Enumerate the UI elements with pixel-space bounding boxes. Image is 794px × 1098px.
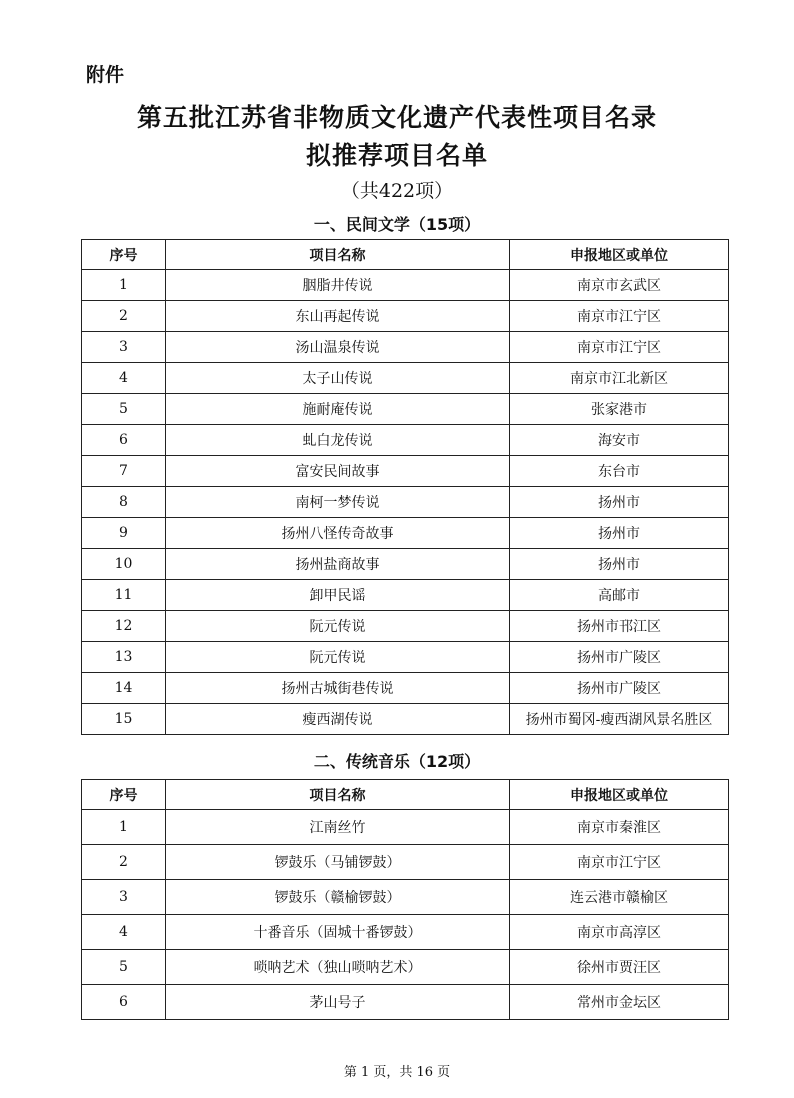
cell-name: 江南丝竹 <box>166 810 510 845</box>
table-row <box>82 642 729 673</box>
table-row <box>82 580 729 611</box>
cell-name: 茅山号子 <box>166 985 510 1020</box>
cell-name: 汤山温泉传说 <box>166 332 510 363</box>
cell-region: 南京市玄武区 <box>510 270 729 301</box>
cell-name: 富安民间故事 <box>166 456 510 487</box>
cell-region: 张家港市 <box>510 394 729 425</box>
cell-region: 常州市金坛区 <box>510 985 729 1020</box>
table-header-row <box>82 780 729 810</box>
table-row <box>82 880 729 915</box>
cell-region: 南京市江宁区 <box>510 332 729 363</box>
table-row <box>82 363 729 394</box>
cell-region: 海安市 <box>510 425 729 456</box>
table-row <box>82 985 729 1020</box>
table-row <box>82 456 729 487</box>
cell-index: 15 <box>82 704 166 735</box>
table-header-row <box>82 240 729 270</box>
cell-region: 徐州市贾汪区 <box>510 950 729 985</box>
cell-region: 南京市高淳区 <box>510 915 729 950</box>
cell-name: 虬白龙传说 <box>166 425 510 456</box>
table-folk-literature <box>81 239 729 735</box>
total-count: （共422项） <box>340 180 454 202</box>
cell-name: 阮元传说 <box>166 611 510 642</box>
section-title-traditional-music: 二、传统音乐（12项） <box>313 752 481 771</box>
document-title: 第五批江苏省非物质文化遗产代表性项目名录 <box>136 103 657 132</box>
cell-region: 连云港市赣榆区 <box>510 880 729 915</box>
cell-region: 扬州市 <box>510 549 729 580</box>
cell-index: 10 <box>82 549 166 580</box>
header-region: 申报地区或单位 <box>510 780 729 810</box>
cell-index: 4 <box>82 363 166 394</box>
cell-index: 2 <box>82 845 166 880</box>
page-footer: 第 1 页，共 16 页 <box>343 1065 451 1080</box>
header-name: 项目名称 <box>166 240 510 270</box>
table-row <box>82 301 729 332</box>
cell-index: 14 <box>82 673 166 704</box>
cell-index: 1 <box>82 270 166 301</box>
cell-index: 12 <box>82 611 166 642</box>
cell-name: 瘦西湖传说 <box>166 704 510 735</box>
cell-region: 南京市江宁区 <box>510 845 729 880</box>
cell-region: 扬州市广陵区 <box>510 673 729 704</box>
cell-index: 3 <box>82 332 166 363</box>
table-row <box>82 270 729 301</box>
cell-index: 5 <box>82 950 166 985</box>
table-row <box>82 332 729 363</box>
cell-index: 9 <box>82 518 166 549</box>
cell-region: 南京市江宁区 <box>510 301 729 332</box>
cell-region: 扬州市 <box>510 487 729 518</box>
header-index: 序号 <box>82 240 166 270</box>
cell-name: 南柯一梦传说 <box>166 487 510 518</box>
attachment-label: 附件 <box>86 64 125 86</box>
cell-index: 6 <box>82 985 166 1020</box>
cell-name: 扬州八怪传奇故事 <box>166 518 510 549</box>
cell-index: 13 <box>82 642 166 673</box>
table-row <box>82 845 729 880</box>
table-row <box>82 915 729 950</box>
table-row <box>82 704 729 735</box>
cell-name: 锣鼓乐（赣榆锣鼓） <box>166 880 510 915</box>
document-subtitle: 拟推荐项目名单 <box>305 141 488 170</box>
cell-region: 扬州市 <box>510 518 729 549</box>
cell-index: 2 <box>82 301 166 332</box>
cell-index: 1 <box>82 810 166 845</box>
cell-region: 南京市秦淮区 <box>510 810 729 845</box>
cell-name: 卸甲民谣 <box>166 580 510 611</box>
header-region: 申报地区或单位 <box>510 240 729 270</box>
cell-name: 十番音乐（固城十番锣鼓） <box>166 915 510 950</box>
header-index: 序号 <box>82 780 166 810</box>
cell-index: 3 <box>82 880 166 915</box>
cell-region: 扬州市广陵区 <box>510 642 729 673</box>
cell-index: 11 <box>82 580 166 611</box>
table-row <box>82 673 729 704</box>
table-row <box>82 425 729 456</box>
cell-name: 锣鼓乐（马铺锣鼓） <box>166 845 510 880</box>
cell-index: 8 <box>82 487 166 518</box>
cell-name: 施耐庵传说 <box>166 394 510 425</box>
cell-region: 南京市江北新区 <box>510 363 729 394</box>
cell-index: 5 <box>82 394 166 425</box>
cell-name: 唢呐艺术（独山唢呐艺术） <box>166 950 510 985</box>
table-traditional-music <box>81 779 729 1020</box>
cell-name: 太子山传说 <box>166 363 510 394</box>
header-name: 项目名称 <box>166 780 510 810</box>
table-row <box>82 611 729 642</box>
cell-region: 扬州市蜀冈-瘦西湖风景名胜区 <box>510 704 729 735</box>
table-row <box>82 518 729 549</box>
cell-index: 7 <box>82 456 166 487</box>
table-row <box>82 549 729 580</box>
cell-index: 6 <box>82 425 166 456</box>
cell-name: 东山再起传说 <box>166 301 510 332</box>
cell-name: 阮元传说 <box>166 642 510 673</box>
cell-region: 扬州市邗江区 <box>510 611 729 642</box>
section-title-folk-literature: 一、民间文学（15项） <box>313 215 481 234</box>
table-row <box>82 950 729 985</box>
cell-region: 高邮市 <box>510 580 729 611</box>
cell-name: 扬州古城街巷传说 <box>166 673 510 704</box>
table-row <box>82 487 729 518</box>
cell-name: 扬州盐商故事 <box>166 549 510 580</box>
cell-name: 胭脂井传说 <box>166 270 510 301</box>
table-row <box>82 394 729 425</box>
cell-region: 东台市 <box>510 456 729 487</box>
table-row <box>82 810 729 845</box>
cell-index: 4 <box>82 915 166 950</box>
